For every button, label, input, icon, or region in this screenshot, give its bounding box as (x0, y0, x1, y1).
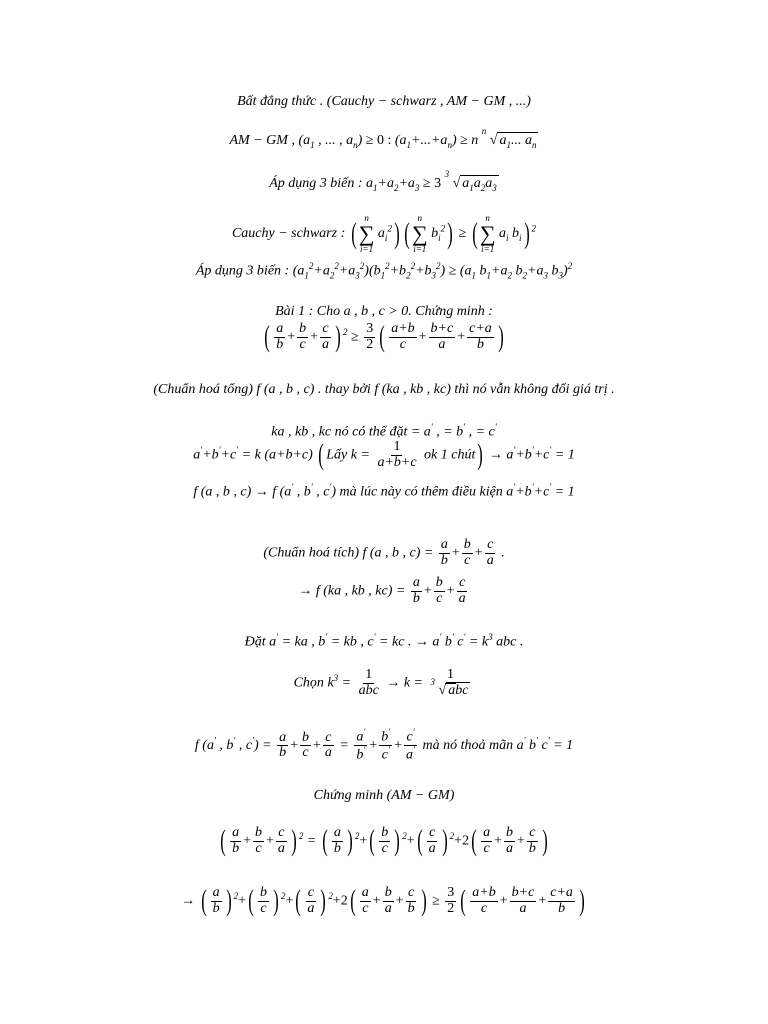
cauchy-general: Cauchy − schwarz : ( n ∑ i=1 $a_i^2$) ( n ∑ i=1 $b_i^2$) ≥ ( n ∑ i=1 $a_i$ $b_i$) $^2$ (231, 213, 537, 254)
proof-heading: Chứng minh (AM − GM) (313, 788, 455, 803)
sum-normalize: a'+b'+c' = k (a+b+c) ( Lấy k = $\frac{1}{a+b+c}$ ok 1 chút) → a'+b'+c' = 1 (193, 438, 575, 472)
title-text: Bất đẳng thức (237, 94, 317, 109)
amgm-general: AM − GM , ($a_1$ , ... , $a_n) \ge 0$ : $(a_1+...+a_n) \ge n$ n √ $a_1$... $a_n$ (229, 126, 537, 150)
scaled-function: → f (ka , kb , kc) = $\frac{a}{b}$ + $\frac{b}{c}$ + $\frac{c}{a}$ (298, 575, 466, 606)
proof-expansion: ( $\frac{a}{b}$ + $\frac{b}{c}$ + $\frac{c}{a}$ ) $^2$ = ( $\frac{a}{b}$ ) $^2$+( $\frac{b}{c}$ ) $^2$+( $\frac{c}{a}$ ) $^2$+2( $\frac{a}{c}$ + $\frac{b}{a}$ + $\frac{c}{b}$ ) (220, 824, 548, 858)
product-substitution: Đặt a' = ka , b' = kb , c' = kc . → a' b' $c' = k^3$ abc . (244, 632, 524, 650)
cauchy-three-var: Áp dụng 3 biến : $(a_1^2+a_2^2+a_3^2)(b_1^2+b_2^2+b_3^2) \ge (a_1$ $b_1+a_2$ $b_2+a_3$ $b_3)^2$ (195, 261, 573, 281)
heading-line: Bất đẳng thức . (Cauchy − schwarz , AM − GM , ...) (237, 94, 531, 109)
proof-target: → ( $\frac{a}{b}$ ) $^2$+( $\frac{b}{c}$ ) $^2$+( $\frac{c}{a}$ ) $^2$+2( $\frac{a}{c}$ + $\frac{b}{a}$ + $\frac{c}{b}$ ) ≥ $\frac{3}{2}$ ( $\frac{a+b}{c}$ + $\frac{b+c}{a}$ + $\frac{c+a}{b}$ ) (181, 884, 585, 918)
substitution-line: ka , kb , kc nó có thể đặt = a' , = b' , = c' (271, 422, 497, 440)
problem-inequality: ( $\frac{a}{b}$ + $\frac{b}{c}$ + $\frac{c}{a}$ ) $^2$ ≥ $\frac{3}{2}$ ( $\frac{a+b}{c}$ + $\frac{b+c}{a}$ + $\frac{c+a}{b}$ ) (264, 320, 504, 354)
product-condition: f (a' , b' , c') = $\frac{a}{b}$ + $\frac{b}{c}$ + $\frac{c}{a}$ = $\frac{a'}{b'}$ + $\frac{b'}{c'}$ + $\frac{c'}{a'}$ mà nó thoả mãn a' b' c' = 1 (194, 727, 574, 763)
normalize-sum-intro: (Chuẩn hoá tổng) f (a , b , c) . thay bởi f (ka , kb , kc) thì nó vẫn không đổi giá trị . (153, 382, 615, 397)
choose-k: Chọn $k^3$ = $\frac{1}{\text{abc}}$ → k = 1 3 √ abc (293, 667, 469, 698)
sum-condition: f (a , b , c) → f (a' , b' , c') mà lúc này có thêm điều kiện a'+b'+c' = 1 (193, 482, 575, 500)
normalize-product-intro: (Chuẩn hoá tích) f (a , b , c) = $\frac{a}{b}$ + $\frac{b}{c}$ + $\frac{c}{a}$ . (263, 537, 505, 568)
amgm-three-var: Áp dụng 3 biến : $a_1+a_2+a_3 \ge 3$ 3 √ $a_1a_2a_3$ (269, 169, 497, 193)
problem-statement: Bài 1 : Cho a , b , c > 0. Chứng minh : (275, 304, 493, 319)
